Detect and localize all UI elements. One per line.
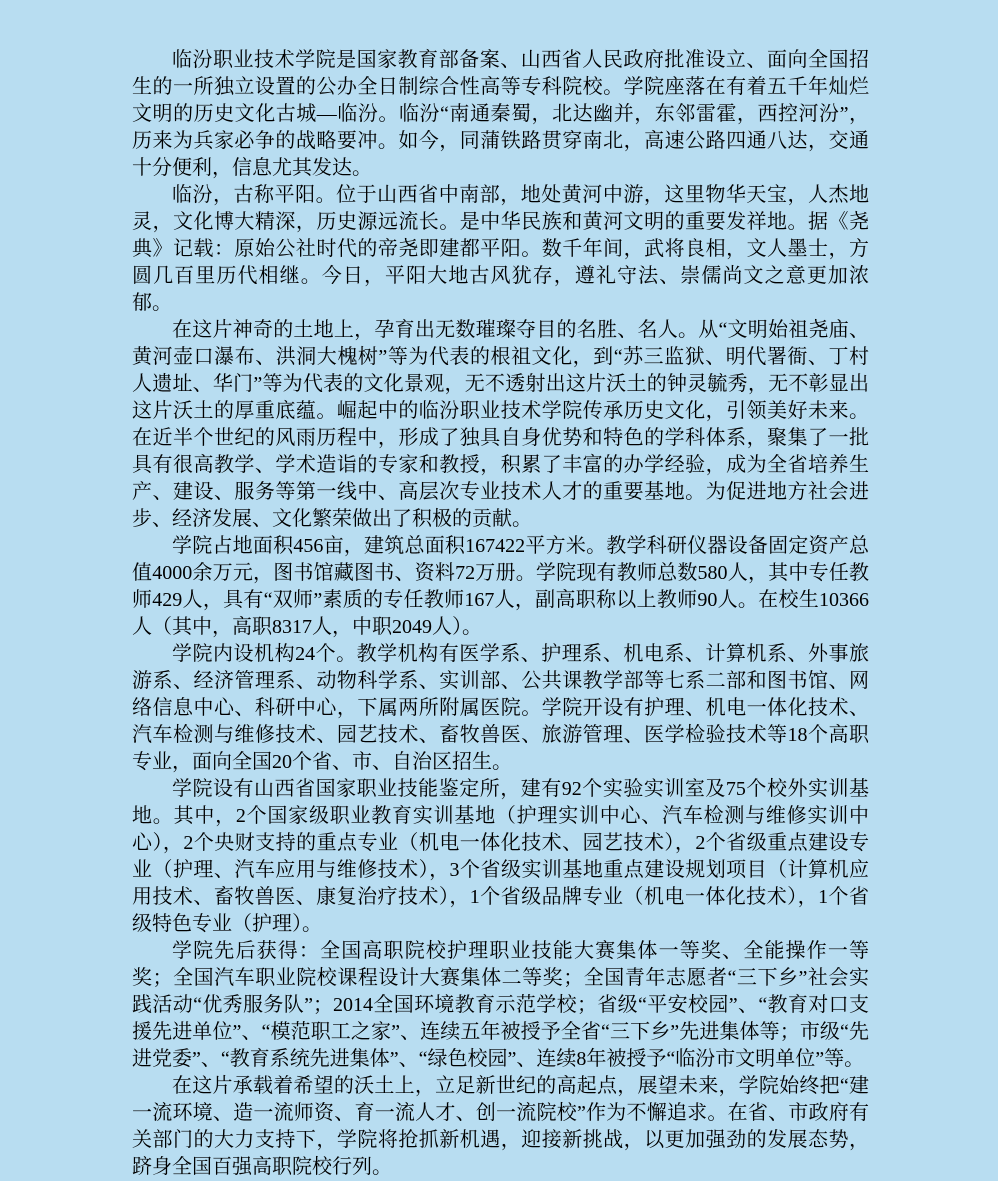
paragraph-departments: 学院内设机构24个。教学机构有医学系、护理系、机电系、计算机系、外事旅游系、经济管理系、动物科学系、实训部、公共课教学部等七系二部和图书馆、网络信息中心、科研中心，下属两所附属医院。学院开设有护理、机电一体化技术、汽车检测与维修技术、园艺技术、畜牧兽医、旅游管理、医学检验技术等18个高职专业，面向全国20个省、市、自治区招生。 [132, 643, 869, 773]
paragraph-campus-stats: 学院占地面积456亩，建筑总面积167422平方米。教学科研仪器设备固定资产总值4000余万元，图书馆藏图书、资料72万册。学院现有教师总数580人，其中专任教师429人，具有“双师”素质的专任教师167人，副高职称以上教师90人。在校生10366人（其中，高职8317人，中职2049人）。 [132, 535, 869, 638]
paragraph-training-bases: 学院设有山西省国家职业技能鉴定所，建有92个实验实训室及75个校外实训基地。其中，2个国家级职业教育实训基地（护理实训中心、汽车检测与维修实训中心），2个央财支持的重点专业（机电一体化技术、园艺技术），2个省级重点建设专业（护理、汽车应用与维修技术），3个省级实训基地重点建设规划项目（计算机应用技术、畜牧兽医、康复治疗技术），1个省级品牌专业（机电一体化技术），1个省级特色专业（护理）。 [132, 778, 869, 935]
paragraph-intro: 临汾职业技术学院是国家教育部备案、山西省人民政府批准设立、面向全国招生的一所独立设置的公办全日制综合性高等专科院校。学院座落在有着五千年灿烂文明的历史文化古城—临汾。临汾“南通秦蜀，北达幽并，东邻雷霍，西控河汾”，历来为兵家必争的战略要冲。如今，同蒲铁路贯穿南北，高速公路四通八达，交通十分便利，信息尤其发达。 [132, 49, 869, 179]
paragraph-awards: 学院先后获得：全国高职院校护理职业技能大赛集体一等奖、全能操作一等奖；全国汽车职业院校课程设计大赛集体二等奖；全国青年志愿者“三下乡”社会实践活动“优秀服务队”；2014全国环境教育示范学校；省级“平安校园”、“教育对口支援先进单位”、“模范职工之家”、连续五年被授予全省“三下乡”先进集体等；市级“先进党委”、“教育系统先进集体”、“绿色校园”、连续8年被授予“临汾市文明单位”等。 [132, 940, 869, 1070]
paragraph-linfen-history: 临汾，古称平阳。位于山西省中南部，地处黄河中游，这里物华天宝，人杰地灵，文化博大精深，历史源远流长。是中华民族和黄河文明的重要发祥地。据《尧典》记载：原始公社时代的帝尧即建都平阳。数千年间，武将良相，文人墨士，方圆几百里历代相继。今日，平阳大地古风犹存，遵礼守法、崇儒尚文之意更加浓郁。 [132, 184, 869, 314]
paragraph-vision: 在这片承载着希望的沃土上，立足新世纪的高起点，展望未来，学院始终把“建一流环境、造一流师资、育一流人才、创一流院校”作为不懈追求。在省、市政府有关部门的大力支持下，学院将抢抓新机遇，迎接新挑战，以更加强劲的发展态势，跻身全国百强高职院校行列。 [132, 1075, 869, 1178]
paragraph-culture-heritage: 在这片神奇的土地上，孕育出无数璀璨夺目的名胜、名人。从“文明始祖尧庙、黄河壶口瀑布、洪洞大槐树”等为代表的根祖文化，到“苏三监狱、明代署衙、丁村人遗址、华门”等为代表的文化景观，无不透射出这片沃土的钟灵毓秀，无不彰显出这片沃土的厚重底蕴。崛起中的临汾职业技术学院传承历史文化，引领美好未来。在近半个世纪的风雨历程中，形成了独具自身优势和特色的学科体系，聚集了一批具有很高教学、学术造诣的专家和教授，积累了丰富的办学经验，成为全省培养生产、建设、服务等第一线中、高层次专业技术人才的重要基地。为促进地方社会进步、经济发展、文化繁荣做出了积极的贡献。 [132, 319, 869, 530]
text-block [132, 47, 869, 1181]
